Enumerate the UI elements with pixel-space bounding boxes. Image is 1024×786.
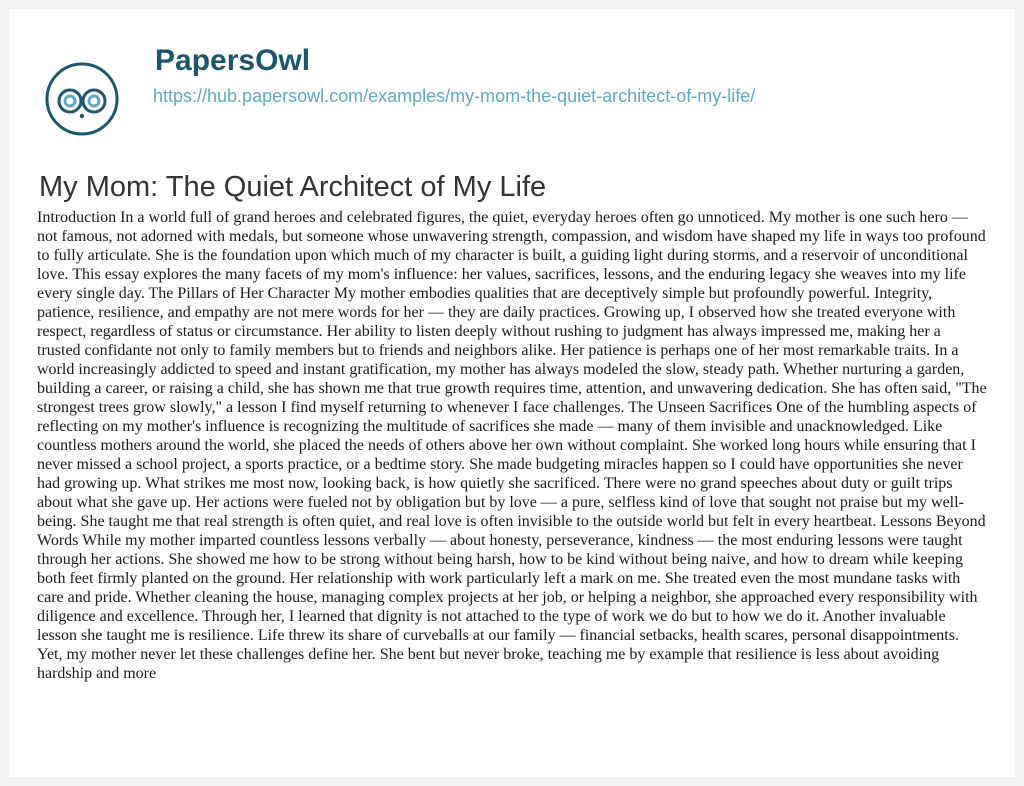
owl-eyes-logo-icon[interactable] [44, 61, 120, 137]
brand-name[interactable]: PapersOwl [155, 44, 311, 77]
article-title: My Mom: The Quiet Architect of My Life [39, 171, 547, 203]
source-url-link[interactable]: https://hub.papersowl.com/examples/my-mom-the-quiet-architect-of-my-life/ [153, 86, 756, 106]
site-header [37, 44, 937, 126]
article-body: Introduction In a world full of grand heroes and celebrated figures, the quiet, everyday heroes often go unnoticed. My mother is one such hero — not famous, not adorned with medals, but someone whose unwavering strength, compassion, and wisdom have shaped my life in ways too profound to fully articulate. She is the foundation upon which much of my character is built, a guiding light during storms, and a reservoir of unconditional love. This essay explores the many facets of my mom's influence: her values, sacrifices, lessons, and the enduring legacy she weaves into my life every single day. The Pillars of Her Character My mother embodies qualities that are deceptively simple but profoundly powerful. Integrity, patience, resilience, and empathy are not mere words for her — they are daily practices. Growing up, I observed how she treated everyone with respect, regardless of status or circumstance. Her ability to listen deeply without rushing to judgment has always impressed me, making her a trusted confidante not only to family members but to friends and neighbors alike. Her patience is perhaps one of her most remarkable traits. In a world increasingly addicted to speed and instant gratification, my mother has always modeled the slow, steady path. Whether nurturing a garden, building a career, or raising a child, she has shown me that true growth requires time, attention, and unwavering dedication. She has often said, "The strongest trees grow slowly," a lesson I find myself returning to whenever I face challenges. The Unseen Sacrifices One of the humbling aspects of reflecting on my mother's influence is recognizing the multitude of sacrifices she made — many of them invisible and unacknowledged. Like countless mothers around the world, she placed the needs of others above her own without complaint. She worked long hours while ensuring that I never missed a school project, a sports practice, or a bedtime story. She made budgeting miracles happen so I could have opportunities she never had growing up. What strikes me most now, looking back, is how quietly she sacrificed. There were no grand speeches about duty or guilt trips about what she gave up. Her actions were fueled not by obligation but by love — a pure, selfless kind of love that sought not praise but my well-being. She taught me that real strength is often quiet, and real love is often invisible to the outside world but felt in every heartbeat. Lessons Beyond Words While my mother imparted countless lessons verbally — about honesty, perseverance, kindness — the most enduring lessons were taught through her actions. She showed me how to be strong without being harsh, how to be kind without being naive, and how to dream while keeping both feet firmly planted on the ground. Her relationship with work particularly left a mark on me. She treated even the most mundane tasks with care and pride. Whether cleaning the house, managing complex projects at her job, or helping a neighbor, she approached every responsibility with diligence and excellence. Through her, I learned that dignity is not attached to the type of work we do but to how we do it. Another invaluable lesson she taught me is resilience. Life threw its share of curveballs at our family — financial setbacks, health scares, personal disappointments. Yet, my mother never let these challenges define her. She bent but never broke, teaching me by example that resilience is less about avoiding hardship and more [37, 209, 987, 682]
